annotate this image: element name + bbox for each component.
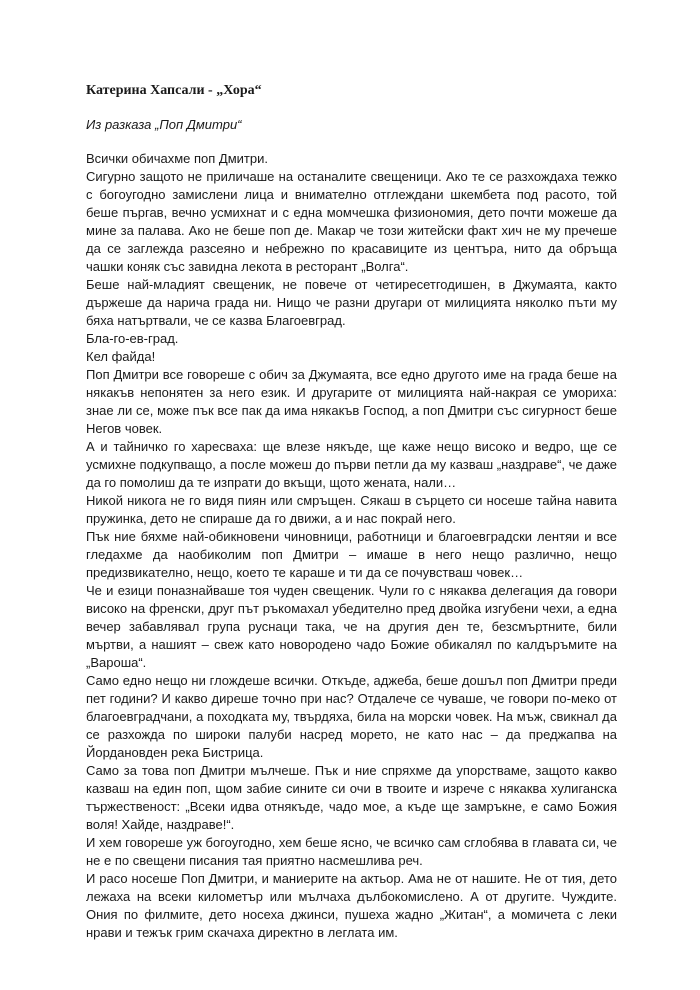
document-title: Катерина Хапсали - „Хора“ bbox=[86, 83, 262, 98]
paragraph: Само едно нещо ни глождеше всички. Откъде, аджеба, беше дошъл поп Дмитри преди пет години? И какво диреше точно при нас? Отдалече се чуваше, че говори по-меко от благоевградчани, а походката му, твърдяха, била на морски човек. На мъж, свикнал да се разхожда по широки палуби насред морето, не като нас – да преджапва на Йордановден река Бистрица. bbox=[86, 673, 617, 760]
paragraph: Че и езици поназнайваше тоя чуден свещеник. Чули го с някаква делегация да говори високо на френски, друг път ръкомахал убедително пред двойка изгубени чехи, а една вечер забавлявал група руснаци така, че на другия ден те, безсмъртните, били мъртви, а нашият – свеж като новородено чадо Божие обикалял по калдъръмите на „Вароша“. bbox=[86, 583, 617, 670]
paragraph: Беше най-младият свещеник, не повече от четиресетгодишен, в Джумаята, както държеше да нарича града ни. Нищо че разни другари от милицията няколко пъти му бяха натъртвали, че се казва Благоевград. bbox=[86, 277, 617, 328]
paragraph: И расо носеше Поп Дмитри, и маниерите на актьор. Ама не от нашите. Не от тия, дето лежаха на всеки километър или мълчаха дълбокомислено. А от другите. Чуждите. Ония по филмите, дето носеха джинси, пушеха жадно „Житан“, а момичета с леки нрави и тежък грим скачаха директно в леглата им. bbox=[86, 871, 617, 940]
paragraph: Пък ние бяхме най-обикновени чиновници, работници и благоевградски лентяи и все гледахме да наобиколим поп Дмитри – имаше в него нещо различно, нещо предизвикателно, нещо, което те караше и ти да се почувстваш човек… bbox=[86, 529, 617, 580]
paragraph: А и тайничко го харесваха: ще влезе някъде, ще каже нещо високо и ведро, ще се усмихне подкупващо, а после можеш до първи петли да му казваш „наздраве“, че даже да го помолиш да те изпрати до вкъщи, щото жената, нали… bbox=[86, 439, 617, 490]
paragraph: Бла-го-ев-град. bbox=[86, 331, 179, 346]
paragraph: Сигурно защото не приличаше на останалите свещеници. Ако те се разхождаха тежко с богоугодно замислени лица и внимателно отглеждани шкембета под расото, той беше пъргав, вечно усмихнат и с една момчешка физиономия, дето почти можеше да мине за палава. Ако не беше поп де. Макар че този житейски факт хич не му пречеше да се заглежда разсеяно и небрежно по красавиците из центъра, нито да обръща чашки коняк със завидна лекота в ресторант „Волга“. bbox=[86, 169, 617, 274]
paragraph: Кел файда! bbox=[86, 349, 156, 364]
paragraph: Поп Дмитри все говореше с обич за Джумаята, все едно другото име на града беше на някакъв непонятен за него език. И другарите от милицията най-накрая се уморихa: знае ли се, може пък все пак да има някакъв Господ, а поп Дмитри със сигурност беше Негов човек. bbox=[86, 367, 617, 436]
document-subtitle: Из разказа „Поп Дмитри“ bbox=[86, 117, 242, 132]
document-body bbox=[86, 150, 617, 942]
paragraph: Само за това поп Дмитри мълчеше. Пък и ние спряхме да упорстваме, защото какво казваш на един поп, щом забие сините си очи в твоите и изрече с някаква хулиганска тържественост: „Всеки идва отнякъде, чадо мое, а къде ще замръкне, е само Божия воля! Хайде, наздраве!“. bbox=[86, 763, 617, 832]
paragraph: Всички обичахме поп Дмитри. bbox=[86, 151, 268, 166]
paragraph: Никой никога не го видя пиян или смръщен. Сякаш в сърцето си носеше тайна навита пружинка, дето не спираше да го движи, а и нас покрай него. bbox=[86, 493, 617, 526]
paragraph: И хем говореше уж богоугодно, хем беше ясно, че всичко сам сглобява в главата си, че не е по свещени писания тая приятно насмешлива реч. bbox=[86, 835, 617, 868]
